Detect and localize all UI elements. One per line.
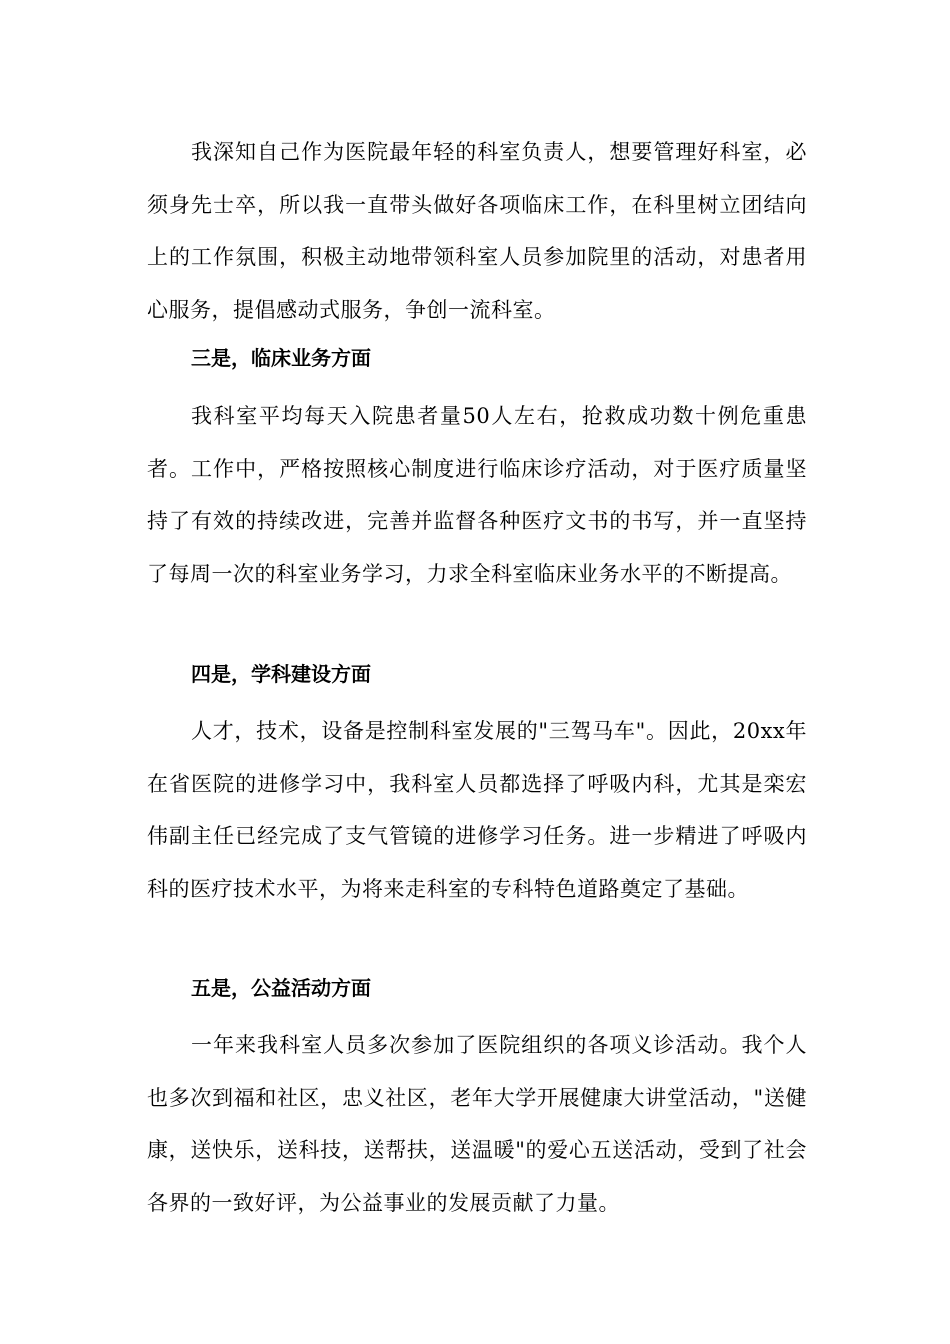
paragraph-clinical-business: 我科室平均每天入院患者量50人左右，抢救成功数十例危重患者。工作中，严格按照核心制度进行临床诊疗活动，对于医疗质量坚持了有效的持续改进，完善并监督各种医疗文书的书写，并一直坚持了每周一次的科室业务学习，力求全科室临床业务水平的不断提高。 xyxy=(147,404,807,586)
paragraph-public-welfare: 一年来我科室人员多次参加了医院组织的各项义诊活动。我个人也多次到福和社区，忠义社区，老年大学开展健康大讲堂活动，"送健康，送快乐，送科技，送帮扶，送温暖"的爱心五送活动，受到了社会各界的一致好评，为公益事业的发展贡献了力量。 xyxy=(147,1033,807,1215)
heading-public-welfare: 五是，公益活动方面 xyxy=(191,976,371,1000)
heading-clinical-business: 三是，临床业务方面 xyxy=(191,346,371,370)
heading-discipline-construction: 四是，学科建设方面 xyxy=(191,662,371,686)
paragraph-discipline-construction: 人才，技术，设备是控制科室发展的"三驾马车"。因此，20xx年在省医院的进修学习中，我科室人员都选择了呼吸内科，尤其是栾宏伟副主任已经完成了支气管镜的进修学习任务。进一步精进了呼吸内科的医疗技术水平，为将来走科室的专科特色道路奠定了基础。 xyxy=(147,719,807,901)
paragraph-department-leadership: 我深知自己作为医院最年轻的科室负责人，想要管理好科室，必须身先士卒，所以我一直带头做好各项临床工作，在科里树立团结向上的工作氛围，积极主动地带领科室人员参加院里的活动，对患者用心服务，提倡感动式服务，争创一流科室。 xyxy=(147,140,807,322)
